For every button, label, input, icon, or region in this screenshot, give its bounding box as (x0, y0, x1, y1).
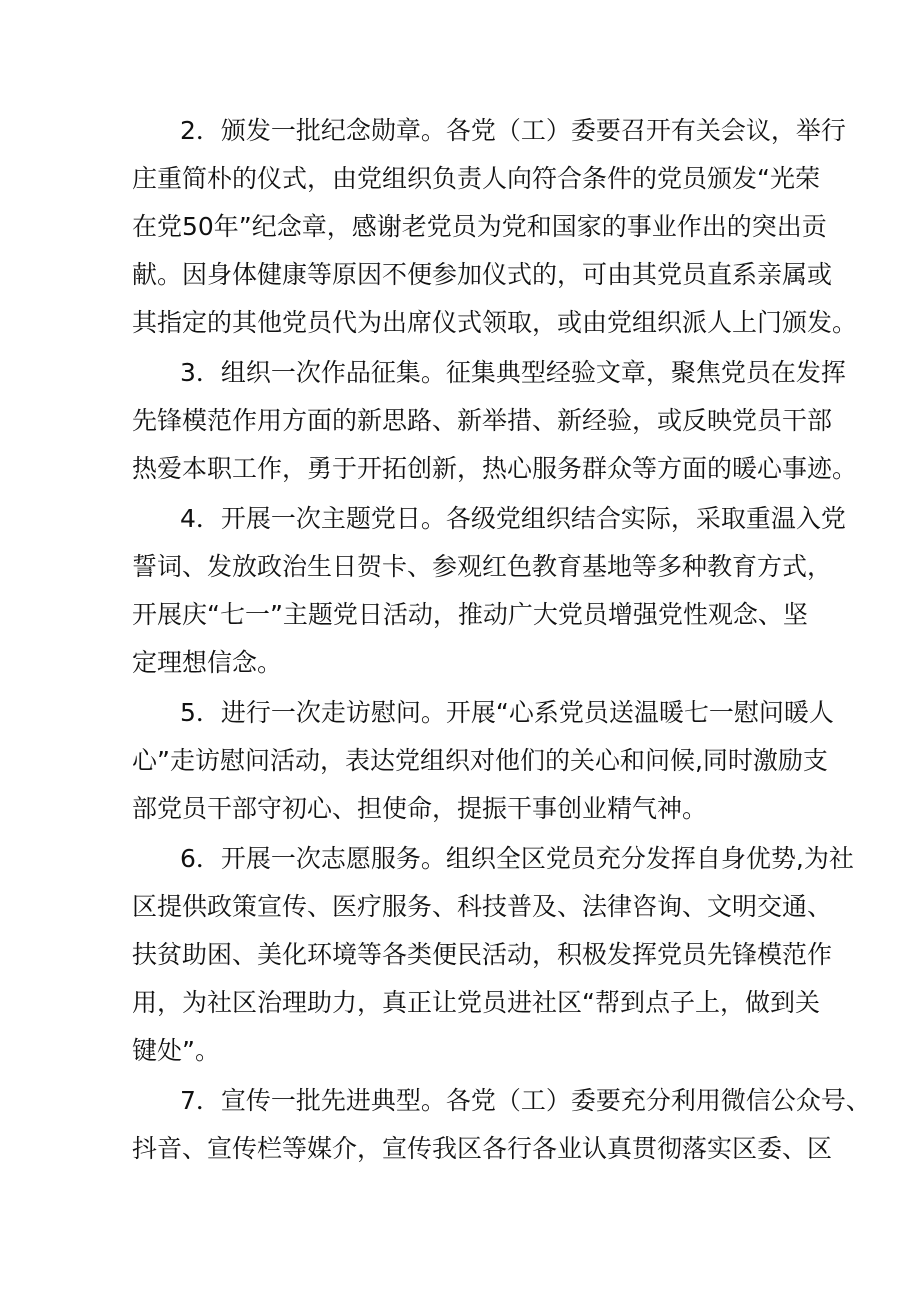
paragraph-3-line-3: 热爱本职工作，勇于开拓创新，热心服务群众等方面的暖心事迹。 (132, 454, 858, 483)
paragraph-6-line-2: 区提供政策宣传、医疗服务、科技普及、法律咨询、文明交通、 (132, 892, 833, 921)
paragraph-6-line-1: 6．开展一次志愿服务。组织全区党员充分发挥自身优势,为社 (180, 844, 854, 873)
paragraph-7-line-1: 7．宣传一批先进典型。各党（工）委要充分利用微信公众号、 (180, 1086, 871, 1115)
paragraph-3-line-1: 3．组织一次作品征集。征集典型经验文章，聚焦党员在发挥 (180, 358, 846, 387)
paragraph-6-line-4: 用，为社区治理助力，真正让党员进社区“帮到点子上，做到关 (132, 988, 820, 1017)
paragraph-4-line-1: 4．开展一次主题党日。各级党组织结合实际，采取重温入党 (180, 504, 846, 533)
paragraph-7-line-2: 抖音、宣传栏等媒介，宣传我区各行各业认真贯彻落实区委、区 (132, 1134, 833, 1163)
paragraph-6-line-3: 扶贫助困、美化环境等各类便民活动，积极发挥党员先锋模范作 (132, 940, 833, 969)
paragraph-2-line-1: 2．颁发一批纪念勋章。各党（工）委要召开有关会议，举行 (180, 116, 846, 145)
paragraph-3-line-2: 先锋模范作用方面的新思路、新举措、新经验，或反映党员干部 (132, 406, 833, 435)
paragraph-6-line-5: 键处”。 (132, 1036, 220, 1065)
paragraph-4-line-4: 定理想信念。 (132, 648, 283, 677)
paragraph-2-line-3: 在党50年”纪念章，感谢老党员为党和国家的事业作出的突出贡 (132, 212, 827, 241)
paragraph-5-line-1: 5．进行一次走访慰问。开展“心系党员送温暖七一慰问暖人 (180, 698, 834, 727)
paragraph-5-line-3: 部党员干部守初心、担使命，提振干事创业精气神。 (132, 794, 708, 823)
paragraph-2-line-5: 其指定的其他党员代为出席仪式领取，或由党组织派人上门颁发。 (132, 308, 858, 337)
paragraph-5-line-2: 心”走访慰问活动，表达党组织对他们的关心和问候,同时激励支 (132, 746, 828, 775)
paragraph-4-line-3: 开展庆“七一”主题党日活动，推动广大党员增强党性观念、坚 (132, 600, 808, 629)
paragraph-2-line-2: 庄重简朴的仪式，由党组织负责人向符合条件的党员颁发“光荣 (132, 164, 820, 193)
paragraph-4-line-2: 誓词、发放政治生日贺卡、参观红色教育基地等多种教育方式， (132, 552, 833, 581)
paragraph-2-line-4: 献。因身体健康等原因不便参加仪式的，可由其党员直系亲属或 (132, 260, 833, 289)
